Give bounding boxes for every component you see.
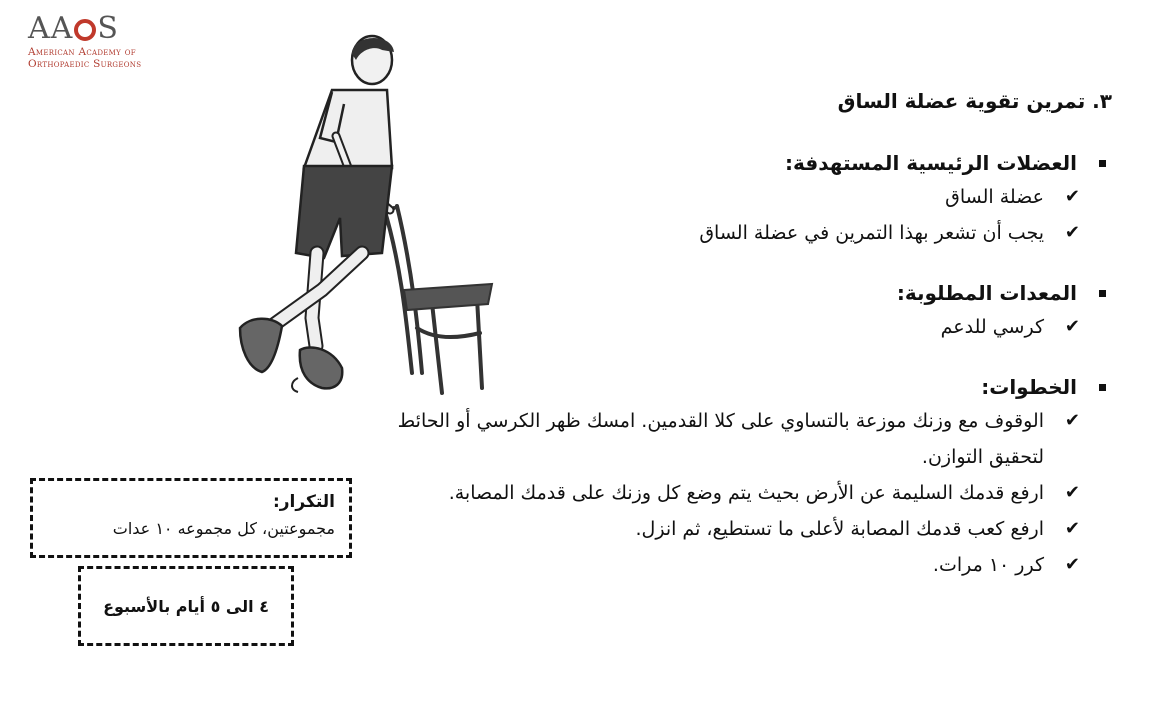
- list-item: [352, 511, 1112, 547]
- check-list: [352, 179, 1112, 251]
- frequency-box: [78, 566, 294, 646]
- square-bullet-icon: [1099, 384, 1106, 391]
- list-item: [352, 547, 1112, 583]
- list-item: [352, 215, 1112, 251]
- repetition-heading: التكرار:: [272, 492, 335, 512]
- repetition-text: مجموعتين، كل مجموعه ١٠ عدات: [112, 519, 335, 538]
- section-heading-text: المعدات المطلوبة:: [896, 281, 1077, 305]
- page-title: ٣. تمرين تقوية عضلة الساق: [837, 89, 1112, 113]
- section-equipment: [352, 277, 1112, 345]
- list-item-text: ارفع قدمك السليمة عن الأرض بحيث يتم وضع كل وزنك على قدمك المصابة.: [448, 482, 1044, 504]
- logo-ring-icon: [74, 19, 96, 41]
- frequency-text: ٤ الى ٥ أيام بالأسبوع: [103, 596, 269, 616]
- list-item-text: عضلة الساق: [945, 186, 1044, 208]
- check-icon: ✔: [1064, 482, 1080, 503]
- section-heading: [352, 147, 1112, 179]
- square-bullet-icon: [1099, 160, 1106, 167]
- list-item-text: ارفع كعب قدمك المصابة لأعلى ما تستطيع، ثم انزل.: [635, 518, 1044, 540]
- check-icon: ✔: [1064, 554, 1080, 575]
- list-item-text: يجب أن تشعر بهذا التمرين في عضلة الساق: [699, 222, 1044, 244]
- check-list: [352, 309, 1112, 345]
- section-heading: [352, 277, 1112, 309]
- list-item-text: الوقوف مع وزنك موزعة بالتساوي على كلا القدمين. امسك ظهر الكرسي أو الحائط لتحقيق التوازن.: [397, 410, 1044, 468]
- logo-line-2: Orthopaedic Surgeons: [28, 58, 142, 70]
- check-icon: ✔: [1064, 222, 1080, 243]
- section-heading-text: العضلات الرئيسية المستهدفة:: [785, 151, 1077, 175]
- logo-mark: AA S: [28, 11, 119, 46]
- section-steps: [352, 371, 1112, 583]
- check-icon: ✔: [1064, 518, 1080, 539]
- repetition-box: [30, 478, 352, 558]
- logo-line-1: American Academy of: [28, 46, 136, 58]
- list-item: [352, 475, 1112, 511]
- list-item: [352, 309, 1112, 345]
- section-heading-text: الخطوات:: [981, 375, 1077, 399]
- list-item-text: كرسي للدعم: [940, 316, 1044, 338]
- section-heading: [352, 371, 1112, 403]
- list-item: [352, 179, 1112, 215]
- exercise-content: [352, 85, 1112, 609]
- check-icon: ✔: [1064, 186, 1080, 207]
- check-list: [352, 403, 1112, 583]
- section-target-muscles: [352, 147, 1112, 251]
- check-icon: ✔: [1064, 316, 1080, 337]
- list-item-text: كرر ١٠ مرات.: [932, 554, 1044, 576]
- list-item: [352, 403, 1112, 475]
- square-bullet-icon: [1099, 290, 1106, 297]
- check-icon: ✔: [1064, 410, 1080, 431]
- aaos-logo: [28, 12, 188, 70]
